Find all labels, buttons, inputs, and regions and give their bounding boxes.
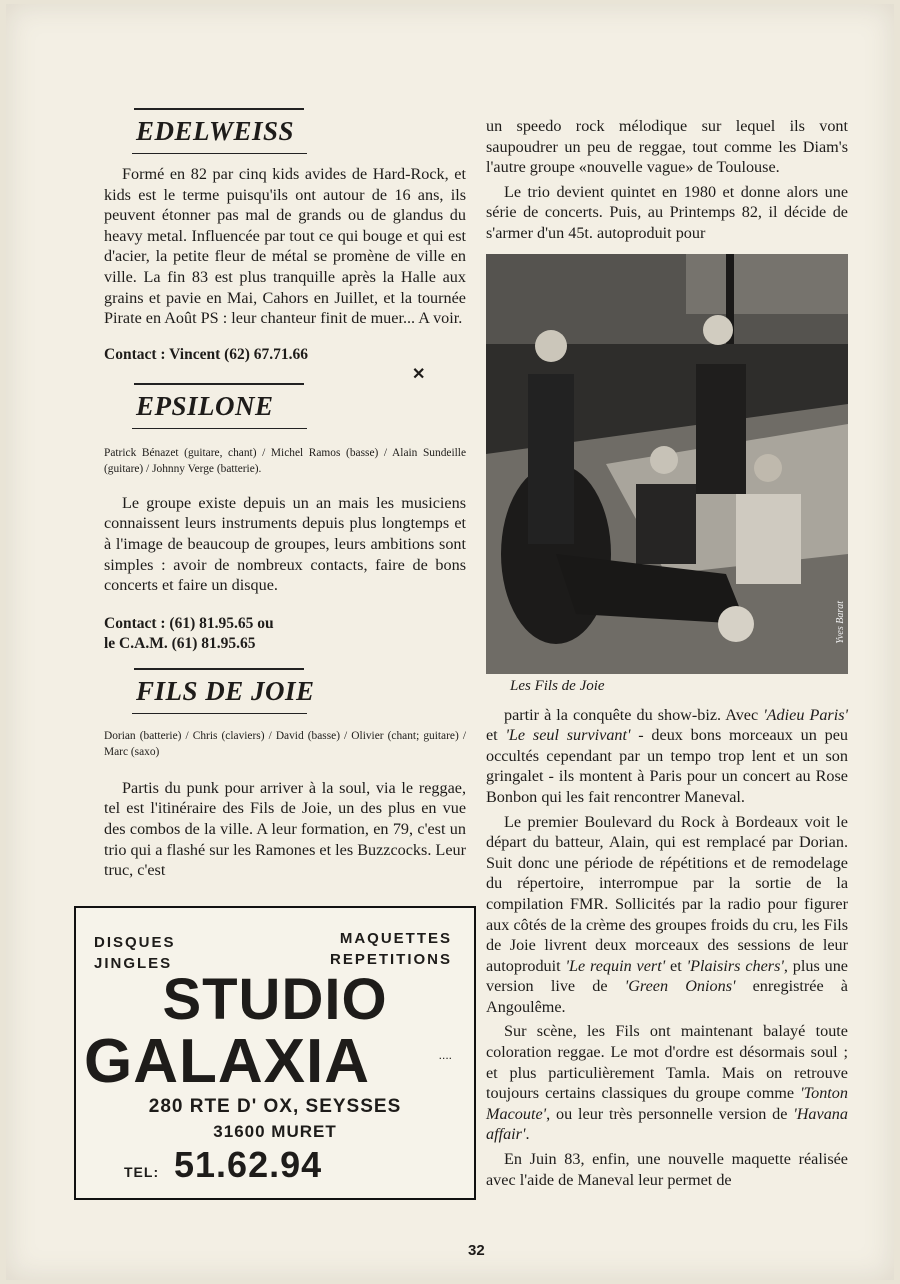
epsilone-members: Patrick Bénazet (guitare, chant) / Michel Ramos (basse) / Alain Sundeille (guitare) / Johnny Verge (batterie).	[104, 446, 466, 475]
heading-underline	[132, 713, 307, 714]
heading-rule	[134, 668, 304, 670]
text-span: enregistrée à Angoulême.	[486, 977, 848, 1016]
heading-underline	[132, 153, 307, 154]
ad-label: JINGLES	[94, 955, 173, 972]
song-title: 'Tonton Macoute'	[486, 1084, 848, 1123]
fils-text-right-4	[486, 812, 848, 1018]
text-span: partir à la conquête du show-biz. Avec	[504, 705, 764, 724]
text-span: Le premier Boulevard du Rock à Bordeaux voit le départ du batteur, Alain, qui est remplacé par Dorian. Suit donc une période de répétitions et de remodelage du répertoire, interrompue par la sortie de la compilation FMR. Sollicités par la radio pour figurer aux côtés de la crème des groupes froids du cru, les Fils de Joie livrent deux morceaux des sessions de leur autoproduit	[486, 812, 848, 975]
song-title: 'Le requin vert'	[565, 956, 666, 975]
right-column	[486, 116, 848, 1190]
band-photo	[486, 254, 848, 674]
fils-text-right-5	[486, 1021, 848, 1145]
left-column	[104, 108, 466, 881]
epsilone-contact-2: le C.A.M. (61) 81.95.65	[104, 634, 256, 652]
heading-rule	[134, 108, 304, 110]
epsilone-heading: EPSILONE	[136, 390, 274, 421]
heading-rule	[134, 383, 304, 385]
edelweiss-contact: Contact : Vincent (62) 67.71.66	[104, 345, 309, 363]
ad-studio-name: STUDIO	[162, 967, 388, 1032]
text-span: Sur scène, les Fils ont maintenant balayé toute coloration reggae. Le mot d'ordre est désormais soul ; et plus particulièrement Tamla. Mais on retrouve toujours certains classiques du groupe comme	[486, 1022, 848, 1103]
ad-label: MAQUETTES	[339, 930, 452, 947]
song-title: 'Adieu Paris'	[763, 705, 848, 724]
photo-caption: Les Fils de Joie	[510, 677, 605, 694]
ad-top-right	[330, 928, 452, 970]
ad-city: 31600 MURET	[213, 1122, 337, 1141]
text-span: .	[525, 1125, 530, 1144]
text-span: , plus une version live de	[486, 956, 848, 996]
song-title: 'Havana affair'	[486, 1104, 848, 1144]
song-title: 'Green Onions'	[624, 977, 736, 996]
heading-underline	[132, 428, 307, 429]
text-span: et	[665, 956, 687, 975]
ad-tel-label: TEL:	[124, 1164, 160, 1180]
text-span: , ou leur très personnelle version de	[546, 1104, 794, 1123]
fils-text-right-1: un speedo rock mélodique sur lequel ils vont saupoudrer un peu de reggae, tout comme les Diam's l'autre groupe «nouvelle vague» de Toulouse.	[486, 117, 848, 177]
fils-de-joie-heading: FILS DE JOIE	[136, 675, 315, 706]
cross-icon: ✕	[412, 366, 426, 383]
page-number: 32	[468, 1242, 485, 1259]
fils-de-joie-text-left: Partis du punk pour arriver à la soul, via le reggae, tel est l'itinéraire des Fils de Joie, un des plus en vue des combos de la ville. A leur formation, en 79, c'est un trio qui a flashé sur les Ramones et les Buzzcocks. Leur truc, c'est	[104, 778, 466, 880]
edelweiss-text: Formé en 82 par cinq kids avides de Hard-Rock, et kids est le terme puisqu'ils ont autour de 16 ans, ils peuvent étonner pas mal de grands ou de glandus du heavy metal. Influencée par tout ce qui bouge et qui est d'acier, la petite fleur de métal se promène de ville en ville. La fin 83 est plus tranquille après la Halle aux grains et pavie en Mai, Cahors en Juillet, et la tournée Pirate en Août PS : leur chanteur finit de muer... A voir.	[104, 165, 466, 328]
studio-galaxia-ad	[74, 906, 476, 1200]
ad-dots: ....	[438, 1048, 452, 1062]
photo-credit: Yves Barat	[835, 600, 846, 644]
epsilone-text: Le groupe existe depuis un an mais les musiciens connaissent leurs instruments depuis plus longtemps et à l'image de beaucoup de groupes, leurs ambitions sont simples : avoir de nombreux contacts, faire de bons concerts et faire un disque.	[104, 493, 466, 595]
ad-galaxia-name: GALAXIA	[84, 1027, 370, 1096]
fils-text-right-6: En Juin 83, enfin, une nouvelle maquette réalisée avec l'aide de Maneval leur permet de	[486, 1150, 848, 1189]
fils-text-right-2: Le trio devient quintet en 1980 et donne alors une série de concerts. Puis, au Printemps 82, il décide de s'armer d'un 45t. autoproduit pour	[486, 182, 848, 242]
song-title: 'Le seul survivant'	[505, 726, 631, 745]
band-photo-image	[486, 254, 848, 674]
fils-de-joie-members: Dorian (batterie) / Chris (claviers) / David (basse) / Olivier (chant; guitare) / Marc (saxo)	[104, 729, 466, 758]
text-span: - deux bons morceaux un peu occultés cependant par un tempo trop lent et un son gringalet - ils montent à Paris pour un concert au Rose Bonbon qui les fait rencontrer Maneval.	[486, 726, 848, 806]
ad-tel-number: 51.62.94	[174, 1144, 323, 1185]
ad-label: DISQUES	[94, 934, 176, 951]
song-title: 'Plaisirs chers'	[686, 956, 784, 975]
ad-label: REPETITIONS	[329, 951, 452, 968]
text-span: et	[486, 726, 506, 745]
fils-text-right-3	[486, 705, 848, 808]
epsilone-contact-1: Contact : (61) 81.95.65 ou	[104, 614, 274, 632]
magazine-page	[6, 4, 894, 1280]
ad-address: 280 RTE D' OX, SEYSSES	[148, 1096, 402, 1117]
edelweiss-heading: EDELWEISS	[136, 116, 295, 146]
